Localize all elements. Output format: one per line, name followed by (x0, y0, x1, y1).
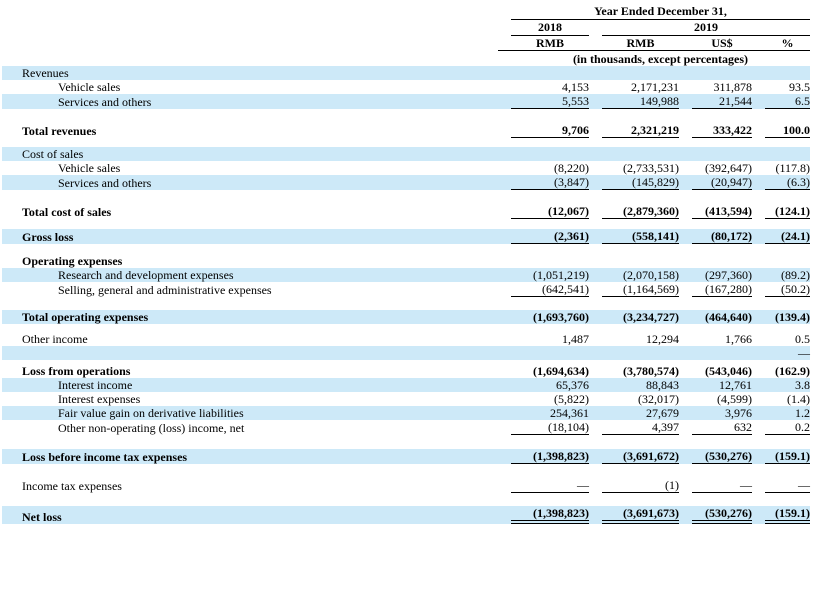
cell-value: (642,541) (511, 282, 589, 297)
cell-value: 88,843 (646, 378, 679, 392)
spacer-cell (2, 190, 810, 204)
row-cell (498, 66, 589, 80)
header-label-spacer (2, 51, 498, 67)
row-cell (752, 378, 810, 392)
row-cell (498, 147, 589, 161)
cell-value (511, 346, 589, 360)
cell-value: (80,172) (692, 229, 752, 244)
row-cell (589, 449, 679, 464)
row-cell (752, 147, 810, 161)
cell-value: (32,017) (638, 392, 679, 406)
table-row (2, 147, 810, 161)
table-row (2, 204, 810, 219)
table-row (2, 364, 810, 378)
spacer-row (2, 219, 810, 229)
row-cell (589, 392, 679, 406)
cell-value: (3,780,574) (623, 364, 679, 378)
row-cell (589, 175, 679, 190)
spacer-cell (2, 219, 810, 229)
row-cell (752, 123, 810, 138)
row-label: Vehicle sales (58, 80, 121, 94)
row-cell (498, 449, 589, 464)
cell-value: (12,067) (511, 204, 589, 219)
spacer-cell (2, 297, 810, 310)
unit-percent-header: % (752, 36, 810, 51)
cell-value: — (798, 346, 810, 360)
row-cell (498, 378, 589, 392)
row-cell (498, 268, 589, 282)
row-cell (498, 254, 589, 268)
cell-value: (1,693,760) (533, 310, 589, 324)
table-row (2, 229, 810, 244)
table-row (2, 66, 810, 80)
cell-value: (3,691,672) (602, 449, 679, 464)
spacer-cell (2, 435, 810, 449)
cell-value: (6.3) (765, 175, 810, 190)
row-cell (679, 406, 752, 420)
cell-value: (5,822) (554, 392, 589, 406)
header-label-spacer (2, 20, 498, 36)
cell-value: 0.2 (765, 420, 810, 435)
spacer-row (2, 109, 810, 123)
header-row-units (2, 36, 810, 51)
cell-value: 12,761 (719, 378, 752, 392)
table-row (2, 406, 810, 420)
row-label (2, 346, 498, 360)
cell-value: — (692, 478, 752, 493)
row-label: Interest income (2, 378, 498, 392)
cell-value (511, 66, 589, 80)
row-cell (752, 310, 810, 324)
cell-value (602, 147, 679, 161)
row-cell (589, 80, 679, 94)
spacer-row (2, 297, 810, 310)
cell-value: (530,276) (692, 506, 752, 524)
cell-value (765, 254, 810, 268)
table-row (2, 449, 810, 464)
row-cell (752, 268, 810, 282)
row-cell (752, 506, 810, 524)
row-label: Revenues (2, 66, 498, 80)
row-cell (589, 147, 679, 161)
table-body (2, 66, 810, 524)
spacer-row (2, 493, 810, 506)
cell-value: 100.0 (765, 123, 810, 138)
table-row (2, 332, 810, 346)
cell-value: (558,141) (602, 229, 679, 244)
row-cell (752, 229, 810, 244)
cell-value: 149,988 (602, 94, 679, 109)
row-cell (679, 420, 752, 435)
header-row-period (2, 4, 810, 20)
year-2018-header: 2018 (511, 20, 589, 36)
cell-value: 632 (692, 420, 752, 435)
cell-value (602, 254, 679, 268)
cell-value: 1.2 (795, 406, 810, 420)
period-header: Year Ended December 31, (511, 4, 810, 20)
cell-value: 1,487 (562, 332, 589, 346)
spacer-row (2, 138, 810, 147)
units-note: (in thousands, except percentages) (572, 52, 749, 66)
cell-value: (139.4) (775, 310, 810, 324)
row-cell (679, 506, 752, 524)
row-cell (752, 478, 810, 493)
cell-value: (1) (602, 478, 679, 493)
cell-value: (117.8) (775, 161, 810, 175)
table-row (2, 346, 810, 360)
table-row (2, 420, 810, 435)
table-header (2, 4, 810, 66)
row-label: Operating expenses (22, 254, 123, 268)
table-row (2, 478, 810, 493)
row-cell (752, 175, 810, 190)
spacer-cell (2, 324, 810, 332)
row-cell (679, 147, 752, 161)
cell-value: (159.1) (765, 449, 810, 464)
row-cell (498, 332, 589, 346)
cell-value: 254,361 (550, 406, 589, 420)
year-2018-cell (498, 20, 589, 36)
table-row (2, 94, 810, 109)
cell-value: (8,220) (554, 161, 589, 175)
table-row (2, 175, 810, 190)
row-label: Services and others (2, 175, 498, 190)
row-cell (679, 66, 752, 80)
cell-value: 3,976 (725, 406, 752, 420)
header-row-years (2, 20, 810, 36)
cell-value: 4,397 (602, 420, 679, 435)
row-cell (498, 229, 589, 244)
cell-value: (159.1) (765, 506, 810, 524)
table-row (2, 282, 810, 297)
row-cell (679, 161, 752, 175)
cell-value: 93.5 (789, 80, 810, 94)
row-cell (752, 449, 810, 464)
row-cell (589, 332, 679, 346)
row-cell (498, 420, 589, 435)
cell-value: 333,422 (692, 123, 752, 138)
cell-value (511, 147, 589, 161)
cell-value: (3,847) (511, 175, 589, 190)
cell-value: (1.4) (787, 392, 810, 406)
row-cell (752, 254, 810, 268)
row-label: Cost of sales (2, 147, 498, 161)
cell-value: 2,321,219 (602, 123, 679, 138)
cell-value: (1,164,569) (602, 282, 679, 297)
cell-value: 0.5 (795, 332, 810, 346)
spacer-row (2, 464, 810, 478)
cell-value: (1,051,219) (533, 268, 589, 282)
row-label: Services and others (2, 94, 498, 109)
spacer-cell (2, 244, 810, 254)
cell-value: (124.1) (765, 204, 810, 219)
row-cell (679, 282, 752, 297)
row-cell (498, 478, 589, 493)
row-cell (498, 175, 589, 190)
table-row (2, 392, 810, 406)
row-cell (679, 392, 752, 406)
table-row (2, 506, 810, 524)
cell-value: (20,947) (692, 175, 752, 190)
row-cell (752, 66, 810, 80)
row-cell (498, 94, 589, 109)
table-row (2, 161, 810, 175)
row-label: Vehicle sales (58, 161, 121, 175)
cell-value: (1,398,823) (511, 449, 589, 464)
row-cell (498, 392, 589, 406)
cell-value: (3,691,673) (602, 506, 679, 524)
row-cell (589, 66, 679, 80)
row-label: Income tax expenses (22, 479, 122, 493)
row-cell (679, 204, 752, 219)
header-row-note (2, 51, 810, 67)
row-cell (498, 310, 589, 324)
table-row (2, 123, 810, 138)
cell-value: (89.2) (781, 268, 810, 282)
unit-rmb-2019-header: RMB (589, 36, 679, 51)
row-label: Loss from operations (22, 364, 131, 378)
row-cell (752, 332, 810, 346)
cell-value: (1,694,634) (533, 364, 589, 378)
cell-value (602, 346, 679, 360)
cell-value: (2,361) (511, 229, 589, 244)
cell-value: 21,544 (692, 94, 752, 109)
row-label: Loss before income tax expenses (2, 449, 498, 464)
row-cell (498, 204, 589, 219)
cell-value: 3.8 (795, 378, 810, 392)
row-cell (589, 378, 679, 392)
table-row (2, 80, 810, 94)
row-cell (498, 161, 589, 175)
row-cell (498, 80, 589, 94)
cell-value: 1,766 (725, 332, 752, 346)
cell-value: (24.1) (765, 229, 810, 244)
spacer-row (2, 324, 810, 332)
row-cell (679, 364, 752, 378)
header-label-spacer (2, 36, 498, 51)
row-label: Interest expenses (58, 392, 141, 406)
row-cell (752, 364, 810, 378)
cell-value: 4,153 (562, 80, 589, 94)
row-cell (679, 80, 752, 94)
row-cell (589, 406, 679, 420)
spacer-cell (2, 493, 810, 506)
cell-value (765, 147, 810, 161)
row-cell (498, 364, 589, 378)
row-cell (679, 310, 752, 324)
row-cell (752, 282, 810, 297)
cell-value: (4,599) (717, 392, 752, 406)
row-cell (679, 175, 752, 190)
table-row (2, 310, 810, 324)
spacer-row (2, 190, 810, 204)
cell-value: (18,104) (511, 420, 589, 435)
unit-rmb-2018-header: RMB (498, 36, 589, 51)
row-cell (589, 310, 679, 324)
row-cell (679, 268, 752, 282)
row-label: Other income (22, 332, 88, 346)
cell-value: (297,360) (705, 268, 752, 282)
cell-value (692, 147, 752, 161)
row-cell (752, 346, 810, 360)
row-cell (589, 204, 679, 219)
row-cell (752, 80, 810, 94)
row-cell (679, 254, 752, 268)
row-cell (589, 123, 679, 138)
cell-value (692, 66, 752, 80)
cell-value: 27,679 (646, 406, 679, 420)
row-label: Other non-operating (loss) income, net (58, 421, 245, 435)
cell-value: (2,070,158) (623, 268, 679, 282)
row-cell (589, 94, 679, 109)
cell-value (765, 66, 810, 80)
cell-value: 6.5 (765, 94, 810, 109)
cell-value: — (511, 478, 589, 493)
row-cell (679, 94, 752, 109)
row-label: Total cost of sales (22, 205, 112, 219)
spacer-cell (2, 138, 810, 147)
spacer-cell (2, 109, 810, 123)
row-label: Selling, general and administrative expenses (58, 283, 272, 297)
table-row (2, 254, 810, 268)
cell-value: 5,553 (511, 94, 589, 109)
row-cell (589, 364, 679, 378)
header-label-spacer (2, 4, 498, 20)
row-cell (679, 449, 752, 464)
row-cell (589, 478, 679, 493)
cell-value: (392,647) (705, 161, 752, 175)
row-label: Gross loss (2, 229, 498, 244)
row-cell (589, 506, 679, 524)
year-2019-header: 2019 (602, 20, 810, 36)
row-cell (589, 282, 679, 297)
row-cell (679, 378, 752, 392)
row-cell (498, 123, 589, 138)
cell-value: 9,706 (511, 123, 589, 138)
cell-value: 65,376 (556, 378, 589, 392)
table-row (2, 268, 810, 282)
financial-table (2, 4, 810, 524)
cell-value (692, 254, 752, 268)
cell-value: 311,878 (713, 80, 752, 94)
cell-value: (3,234,727) (623, 310, 679, 324)
row-cell (589, 420, 679, 435)
row-cell (752, 406, 810, 420)
row-cell (679, 332, 752, 346)
row-cell (589, 254, 679, 268)
table-row (2, 378, 810, 392)
row-label: Total revenues (22, 124, 97, 138)
row-cell (679, 123, 752, 138)
cell-value: (2,733,531) (623, 161, 679, 175)
cell-value: (543,046) (705, 364, 752, 378)
row-cell (589, 346, 679, 360)
row-cell (679, 346, 752, 360)
cell-value: (1,398,823) (511, 506, 589, 524)
cell-value: (2,879,360) (602, 204, 679, 219)
cell-value: (50.2) (765, 282, 810, 297)
row-cell (752, 420, 810, 435)
row-cell (498, 282, 589, 297)
cell-value: (464,640) (705, 310, 752, 324)
cell-value: (145,829) (602, 175, 679, 190)
cell-value: — (765, 478, 810, 493)
row-label: Net loss (2, 506, 498, 524)
cell-value: 2,171,231 (631, 80, 679, 94)
row-cell (589, 268, 679, 282)
row-label: Total operating expenses (2, 310, 498, 324)
row-cell (679, 478, 752, 493)
row-label: Research and development expenses (2, 268, 498, 282)
row-cell (498, 346, 589, 360)
cell-value: (162.9) (775, 364, 810, 378)
cell-value: (413,594) (692, 204, 752, 219)
row-cell (589, 161, 679, 175)
row-cell (498, 406, 589, 420)
unit-usd-header: US$ (679, 36, 752, 51)
cell-value: (167,280) (692, 282, 752, 297)
row-cell (752, 161, 810, 175)
spacer-row (2, 244, 810, 254)
spacer-row (2, 435, 810, 449)
row-label: Fair value gain on derivative liabilities (2, 406, 498, 420)
row-cell (752, 392, 810, 406)
cell-value (692, 346, 752, 360)
period-header-cell (498, 4, 810, 20)
row-cell (589, 229, 679, 244)
row-cell (752, 94, 810, 109)
year-2019-cell (589, 20, 810, 36)
cell-value (602, 66, 679, 80)
row-cell (498, 506, 589, 524)
row-cell (679, 229, 752, 244)
cell-value: (530,276) (692, 449, 752, 464)
spacer-cell (2, 464, 810, 478)
cell-value: 12,294 (646, 332, 679, 346)
row-cell (752, 204, 810, 219)
cell-value (511, 254, 589, 268)
